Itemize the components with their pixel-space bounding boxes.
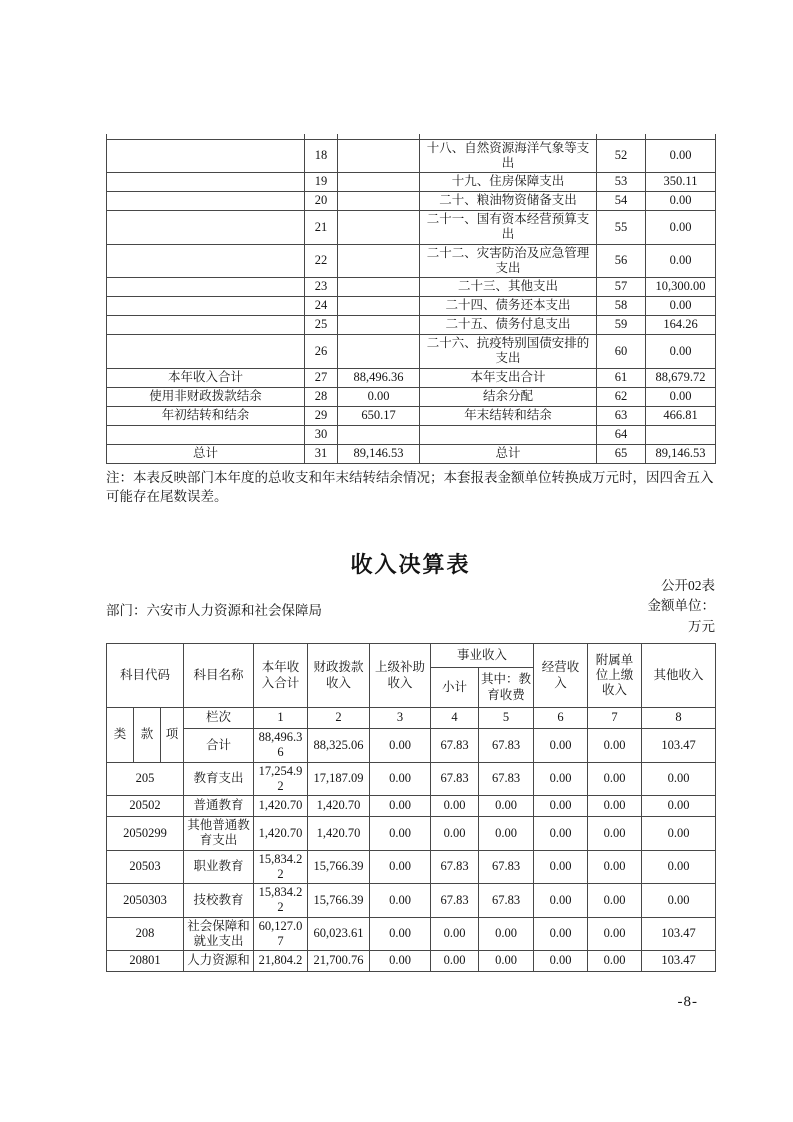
amount-cell: 0.00 [646,335,716,369]
grand-total-label: 合计 [184,729,254,763]
amount-cell: 0.00 [646,139,716,173]
table-row [107,139,716,173]
value-cell: 0.00 [534,729,588,763]
table-row [107,951,716,972]
item-name-cell [107,244,305,278]
table-row [107,335,716,369]
amount-cell [646,425,716,444]
subject-code-cell: 20502 [107,796,184,817]
value-cell: 0.00 [588,729,642,763]
amount-cell: 89,146.53 [646,444,716,463]
amount-cell: 0.00 [646,192,716,211]
amount-cell [338,425,420,444]
value-cell: 15,766.39 [308,850,370,884]
line-no-cell: 56 [597,244,646,278]
value-cell: 0.00 [370,917,431,951]
value-cell: 0.00 [370,762,431,796]
line-no-cell: 61 [597,368,646,387]
col-header-fiscal-allocation: 财政拨款收入 [308,644,370,708]
amount-cell: 89,146.53 [338,444,420,463]
line-no-cell: 18 [305,139,338,173]
line-no-cell: 29 [305,406,338,425]
item-name-cell [107,335,305,369]
subject-code-cell: 205 [107,762,184,796]
value-cell: 0.00 [588,762,642,796]
item-name-cell: 结余分配 [420,387,597,406]
value-cell: 0.00 [588,850,642,884]
item-name-cell [420,425,597,444]
item-name-cell: 二十二、灾害防治及应急管理支出 [420,244,597,278]
table-row [107,796,716,817]
value-cell: 0.00 [642,762,716,796]
line-no-cell: 24 [305,297,338,316]
value-cell: 15,834.22 [254,850,308,884]
line-no-cell: 52 [597,139,646,173]
col-header-business-edu-fee: 其中：教育收费 [479,668,534,708]
item-name-cell: 二十一、国有资本经营预算支出 [420,211,597,245]
table-row [107,444,716,463]
code-sub-col-xiang: 项 [161,708,184,763]
col-header-subject-code: 科目代码 [107,644,184,708]
amount-cell: 0.00 [338,387,420,406]
table-note: 注：本表反映部门本年度的总收支和年末结转结余情况；本套报表金额单位转换成万元时，因四舍五入可能存在尾数误差。 [106,469,714,504]
subject-name-cell: 技校教育 [184,884,254,918]
table-row [107,316,716,335]
line-no-cell: 58 [597,297,646,316]
income-table-head [107,644,716,708]
amount-cell: 0.00 [646,297,716,316]
item-name-cell: 本年支出合计 [420,368,597,387]
column-index-cell: 6 [534,708,588,729]
code-sub-col-kuan: 款 [134,708,161,763]
table-row [107,817,716,851]
value-cell: 0.00 [370,729,431,763]
value-cell: 0.00 [431,796,479,817]
income-table [106,643,716,972]
value-cell: 1,420.70 [308,817,370,851]
value-cell: 0.00 [534,951,588,972]
header-row [107,644,716,668]
value-cell: 0.00 [588,817,642,851]
value-cell: 0.00 [479,796,534,817]
line-no-cell: 19 [305,173,338,192]
value-cell: 1,420.70 [308,796,370,817]
table-row [107,917,716,951]
public-table-number: 公开02表 [661,578,715,593]
amount-unit-label: 金额单位： [647,598,715,614]
table-row [107,278,716,297]
line-no-cell: 20 [305,192,338,211]
item-name-cell: 二十六、抗疫特别国债安排的支出 [420,335,597,369]
value-cell: 60,127.07 [254,917,308,951]
grand-total-row [107,729,716,763]
value-cell: 67.83 [479,850,534,884]
item-name-cell [107,316,305,335]
subject-name-cell: 其他普通教育支出 [184,817,254,851]
line-no-cell: 55 [597,211,646,245]
item-name-cell: 二十四、债务还本支出 [420,297,597,316]
table-row [107,297,716,316]
amount-unit-value: 万元 [688,618,715,634]
line-no-cell: 30 [305,425,338,444]
amount-cell: 466.81 [646,406,716,425]
amount-cell: 164.26 [646,316,716,335]
item-name-cell: 年末结转和结余 [420,406,597,425]
item-name-cell: 使用非财政拨款结余 [107,387,305,406]
column-index-cell: 4 [431,708,479,729]
value-cell: 103.47 [642,729,716,763]
value-cell: 67.83 [431,729,479,763]
item-name-cell: 二十五、债务付息支出 [420,316,597,335]
page-number: -8- [677,994,698,1010]
value-cell: 88,496.36 [254,729,308,763]
amount-cell [338,244,420,278]
value-cell: 17,187.09 [308,762,370,796]
value-cell: 0.00 [534,917,588,951]
col-header-business-subtotal: 小计 [431,668,479,708]
table-row [107,173,716,192]
col-header-annual-total: 本年收入合计 [254,644,308,708]
item-name-cell: 年初结转和结余 [107,406,305,425]
amount-cell: 0.00 [646,211,716,245]
item-name-cell [107,297,305,316]
value-cell: 0.00 [534,796,588,817]
value-cell: 0.00 [370,884,431,918]
value-cell: 0.00 [370,951,431,972]
amount-cell [338,211,420,245]
value-cell: 67.83 [479,729,534,763]
line-no-cell: 26 [305,335,338,369]
line-no-cell: 59 [597,316,646,335]
summary-table-body [107,134,716,463]
amount-cell [338,278,420,297]
value-cell: 0.00 [431,951,479,972]
col-header-affiliated-remit: 附属单位上缴收入 [588,644,642,708]
subject-code-cell: 20801 [107,951,184,972]
amount-cell [338,316,420,335]
subject-name-cell: 教育支出 [184,762,254,796]
line-no-cell: 62 [597,387,646,406]
value-cell: 21,700.76 [308,951,370,972]
value-cell: 0.00 [370,850,431,884]
subject-code-cell: 208 [107,917,184,951]
summary-table-section [106,134,718,506]
summary-table [106,134,716,464]
subject-name-cell: 社会保障和就业支出 [184,917,254,951]
column-index-label: 栏次 [184,708,254,729]
subject-code-cell: 20503 [107,850,184,884]
amount-cell [338,192,420,211]
value-cell: 0.00 [642,817,716,851]
amount-cell [338,297,420,316]
value-cell: 0.00 [642,850,716,884]
value-cell: 0.00 [534,817,588,851]
value-cell: 0.00 [588,951,642,972]
subject-code-cell: 2050303 [107,884,184,918]
subject-name-cell: 普通教育 [184,796,254,817]
item-name-cell: 本年收入合计 [107,368,305,387]
column-index-cell: 8 [642,708,716,729]
value-cell: 103.47 [642,917,716,951]
value-cell: 0.00 [431,817,479,851]
column-index-row [107,708,716,729]
page-title: 收入决算表 [350,552,471,577]
table-row [107,368,716,387]
value-cell: 1,420.70 [254,796,308,817]
value-cell: 60,023.61 [308,917,370,951]
line-no-cell: 53 [597,173,646,192]
col-header-superior-subsidy: 上级补助收入 [370,644,431,708]
item-name-cell [107,425,305,444]
item-name-cell [107,173,305,192]
item-name-cell [107,211,305,245]
col-header-other-income: 其他收入 [642,644,716,708]
value-cell: 0.00 [588,917,642,951]
subject-name-cell: 人力资源和 [184,951,254,972]
value-cell: 67.83 [431,762,479,796]
table-row [107,244,716,278]
value-cell: 21,804.2 [254,951,308,972]
col-header-subject-name: 科目名称 [184,644,254,708]
amount-cell: 88,496.36 [338,368,420,387]
value-cell: 0.00 [534,762,588,796]
line-no-cell: 64 [597,425,646,444]
item-name-cell: 二十三、其他支出 [420,278,597,297]
value-cell: 0.00 [370,817,431,851]
line-no-cell: 31 [305,444,338,463]
line-no-cell: 54 [597,192,646,211]
table-row [107,762,716,796]
income-table-body [107,708,716,972]
value-cell: 0.00 [534,850,588,884]
item-name-cell: 十九、住房保障支出 [420,173,597,192]
amount-cell [338,139,420,173]
table-row [107,406,716,425]
value-cell: 0.00 [479,817,534,851]
table-row [107,425,716,444]
line-no-cell: 60 [597,335,646,369]
value-cell: 17,254.92 [254,762,308,796]
code-sub-col-lei: 类 [107,708,134,763]
item-name-cell: 总计 [107,444,305,463]
value-cell: 0.00 [588,884,642,918]
column-index-cell: 7 [588,708,642,729]
line-no-cell: 21 [305,211,338,245]
table-row [107,884,716,918]
col-header-operating-income: 经营收入 [534,644,588,708]
amount-cell: 650.17 [338,406,420,425]
table-row [107,850,716,884]
col-header-business-income-group: 事业收入 [431,644,534,668]
column-index-cell: 3 [370,708,431,729]
line-no-cell: 25 [305,316,338,335]
value-cell: 0.00 [479,951,534,972]
subject-code-cell: 2050299 [107,817,184,851]
item-name-cell: 十八、自然资源海洋气象等支出 [420,139,597,173]
value-cell: 88,325.06 [308,729,370,763]
value-cell: 0.00 [370,796,431,817]
line-no-cell: 27 [305,368,338,387]
amount-cell [338,173,420,192]
value-cell: 0.00 [588,796,642,817]
amount-cell: 350.11 [646,173,716,192]
value-cell: 15,766.39 [308,884,370,918]
value-cell: 0.00 [431,917,479,951]
value-cell: 0.00 [642,884,716,918]
value-cell: 0.00 [534,884,588,918]
item-name-cell [107,192,305,211]
value-cell: 67.83 [431,850,479,884]
value-cell: 0.00 [479,917,534,951]
table-row [107,387,716,406]
column-index-cell: 5 [479,708,534,729]
item-name-cell [107,139,305,173]
line-no-cell: 23 [305,278,338,297]
amount-cell: 0.00 [646,244,716,278]
department-label: 部门：六安市人力资源和社会保障局 [106,603,322,618]
line-no-cell: 65 [597,444,646,463]
amount-cell: 10,300.00 [646,278,716,297]
line-no-cell: 63 [597,406,646,425]
amount-cell [338,335,420,369]
column-index-cell: 1 [254,708,308,729]
value-cell: 67.83 [431,884,479,918]
table-row [107,211,716,245]
value-cell: 15,834.22 [254,884,308,918]
value-cell: 0.00 [642,796,716,817]
value-cell: 67.83 [479,762,534,796]
line-no-cell: 57 [597,278,646,297]
item-name-cell: 二十、粮油物资储备支出 [420,192,597,211]
amount-cell: 0.00 [646,387,716,406]
item-name-cell [107,278,305,297]
table-row [107,192,716,211]
line-no-cell: 22 [305,244,338,278]
value-cell: 1,420.70 [254,817,308,851]
column-index-cell: 2 [308,708,370,729]
value-cell: 67.83 [479,884,534,918]
subject-name-cell: 职业教育 [184,850,254,884]
value-cell: 103.47 [642,951,716,972]
amount-cell: 88,679.72 [646,368,716,387]
item-name-cell: 总计 [420,444,597,463]
line-no-cell: 28 [305,387,338,406]
